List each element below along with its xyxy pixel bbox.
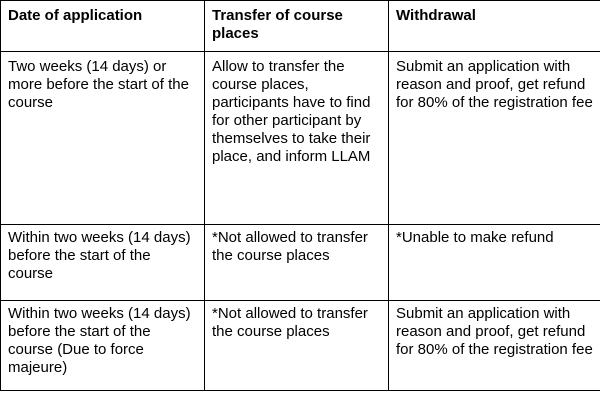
header-date-of-application: Date of application [1, 1, 205, 52]
cell-withdrawal: *Unable to make refund [389, 225, 600, 301]
cell-transfer-of-course-places: Allow to transfer the course places, participants have to find for other participant by themselves to take their place, and inform LLAM [205, 52, 389, 225]
table-row [1, 52, 600, 225]
cell-transfer-of-course-places: *Not allowed to transfer the course places [205, 225, 389, 301]
header-transfer-of-course-places: Transfer of course places [205, 1, 389, 52]
header-withdrawal: Withdrawal [389, 1, 600, 52]
cell-date-of-application: Within two weeks (14 days) before the start of the course [1, 225, 205, 301]
cell-withdrawal: Submit an application with reason and proof, get refund for 80% of the registration fee [389, 301, 600, 391]
table-header-row [1, 1, 600, 52]
cell-date-of-application: Within two weeks (14 days) before the start of the course (Due to force majeure) [1, 301, 205, 391]
table-row [1, 301, 600, 391]
cell-withdrawal: Submit an application with reason and proof, get refund for 80% of the registration fee [389, 52, 600, 225]
cell-date-of-application: Two weeks (14 days) or more before the start of the course [1, 52, 205, 225]
table-row [1, 225, 600, 301]
cell-transfer-of-course-places: *Not allowed to transfer the course places [205, 301, 389, 391]
